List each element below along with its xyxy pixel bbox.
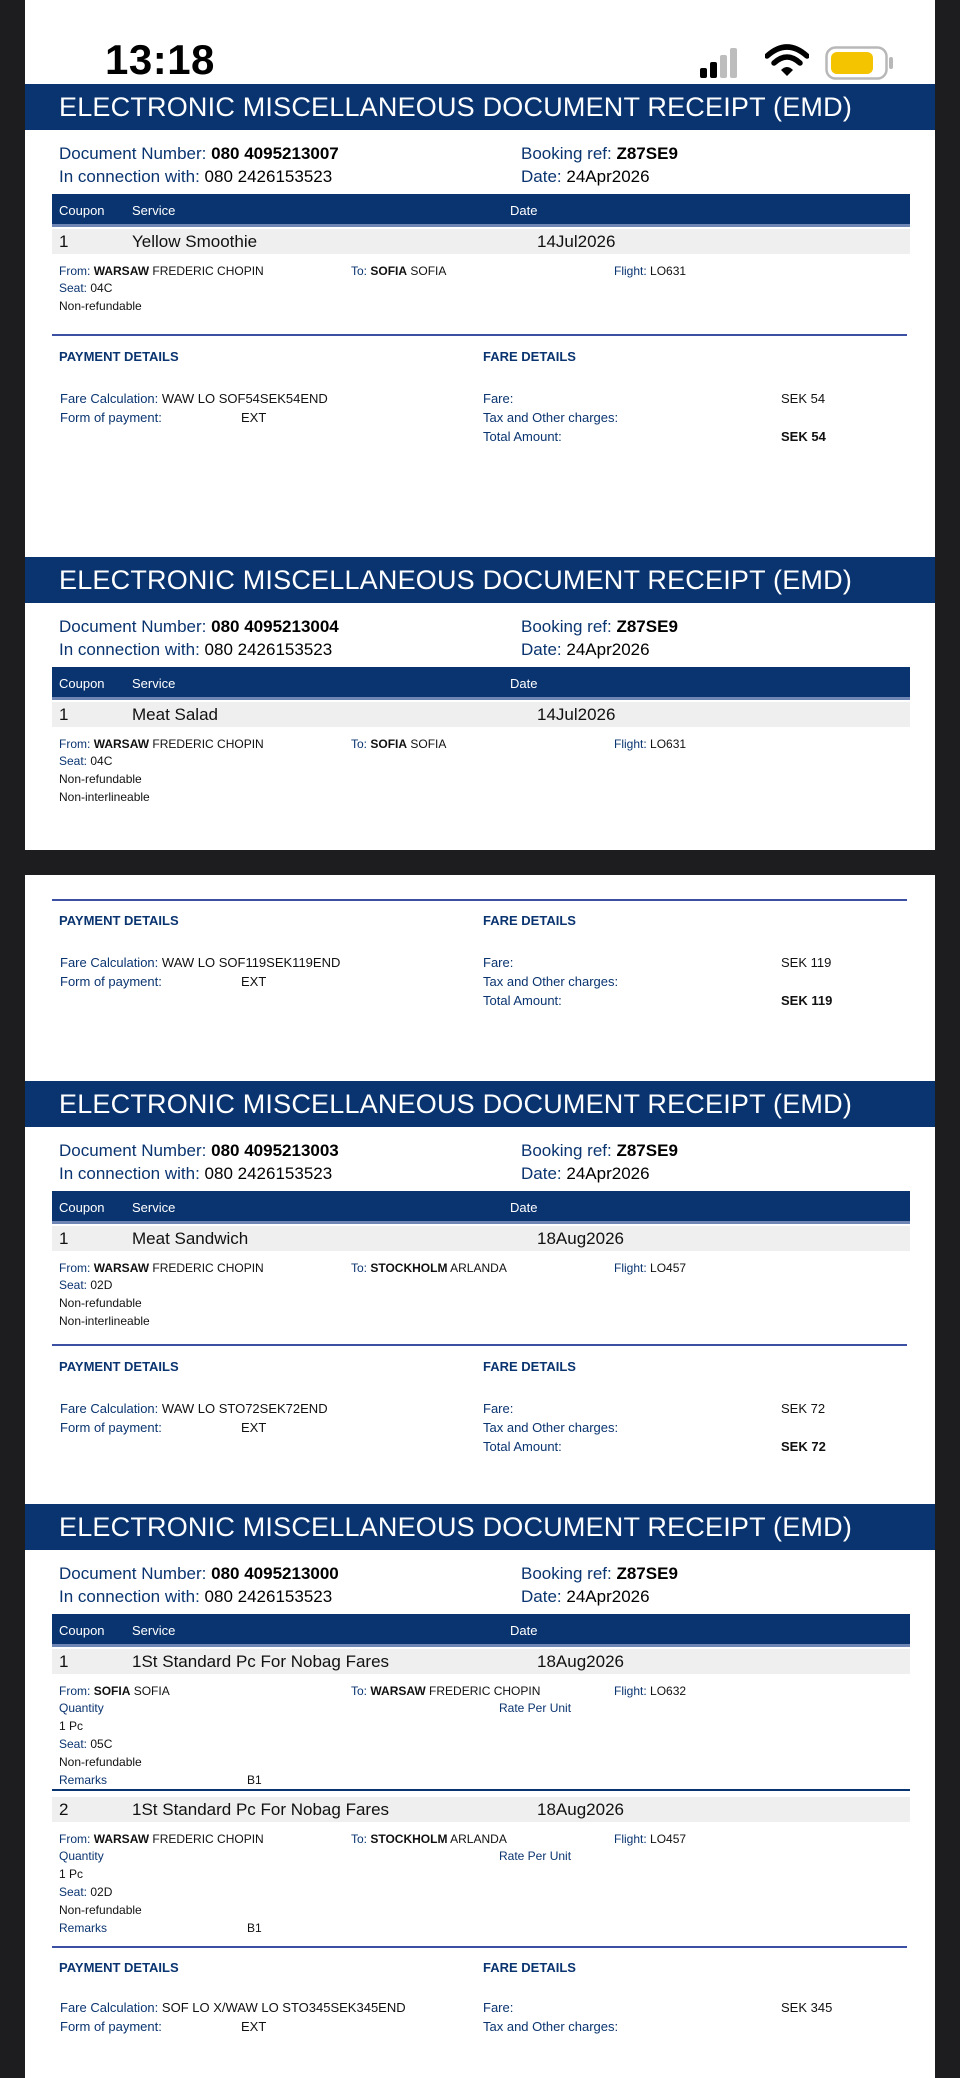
emd-header: ELECTRONIC MISCELLANEOUS DOCUMENT RECEIPT (EMD) (25, 1504, 935, 1550)
in-connection-value: 080 2426153523 (204, 1587, 333, 1606)
total-label: Total Amount: (483, 429, 562, 444)
seat: 04C (90, 754, 113, 768)
remarks-value: B1 (247, 1921, 262, 1935)
emd-header: ELECTRONIC MISCELLANEOUS DOCUMENT RECEIPT (EMD) (25, 557, 935, 603)
form-of-payment: EXT (241, 1420, 267, 1435)
quantity-value: 1 Pc (59, 1867, 84, 1881)
seat: 02D (90, 1885, 113, 1899)
payment-fare-details: PAYMENT DETAILS FARE DETAILS Fare Calculation: SOF LO X/WAW LO STO345SEK345END Form of payment: EXT Fare: SEK 345 Tax and Other charges: (25, 1942, 935, 2042)
issue-date: 24Apr2026 (566, 167, 650, 186)
emd-header: ELECTRONIC MISCELLANEOUS DOCUMENT RECEIPT (EMD) (25, 84, 935, 130)
fare-amount: SEK 119 (781, 955, 832, 970)
service-date: 14Jul2026 (537, 705, 616, 724)
fare-calculation: SOF LO X/WAW LO STO345SEK345END (161, 2000, 406, 2015)
document-number: 080 4095213007 (211, 144, 339, 163)
coupon-row (52, 702, 910, 727)
coupon-number: 1 (59, 1652, 69, 1671)
service-date: 18Aug2026 (537, 1229, 624, 1248)
fare-amount: SEK 72 (781, 1401, 826, 1416)
coupon-table-header (52, 194, 910, 227)
quantity-label: Quantity (59, 1701, 104, 1715)
rate-per-unit-label: Rate Per Unit (499, 1849, 572, 1863)
service-date: 18Aug2026 (537, 1652, 624, 1671)
coupon-details: From: WARSAW FREDERIC CHOPIN To: STOCKHOLM ARLANDA Flight: LO457 Seat: 02D Non-refundable Non-interlineable (25, 1251, 935, 1351)
fare-details-title: FARE DETAILS (483, 349, 576, 364)
document-info: Document Number: 080 4095213004 In connection with: 080 2426153523 Booking ref: Z87SE9 Date: 24Apr2026 (59, 617, 678, 659)
service-date: 14Jul2026 (537, 232, 616, 251)
seat: 02D (90, 1278, 113, 1292)
coupon-table-header: Coupon Service Date (52, 1191, 910, 1224)
total-amount: SEK 72 (781, 1439, 826, 1454)
coupon-row (52, 229, 910, 254)
total-amount: SEK 119 (781, 993, 833, 1008)
coupon-table-header: Coupon Service Date (52, 1614, 910, 1647)
section-divider (52, 1344, 907, 1346)
coupon-row (52, 1797, 910, 1822)
to-name: SOFIA (410, 264, 447, 278)
service-name: Yellow Smoothie (132, 232, 258, 251)
booking-ref: Z87SE9 (616, 144, 678, 163)
coupon-divider (52, 1789, 910, 1791)
flight-number: LO632 (650, 1684, 687, 1698)
receipt-page-2 (25, 875, 935, 2078)
fare-amount: SEK 54 (781, 391, 826, 406)
service-name: 1St Standard Pc For Nobag Fares (132, 1800, 390, 1819)
coupon-details: From: WARSAW FREDERIC CHOPIN To: SOFIA SOFIA Flight: LO631 Seat: 04C Non-refundable (25, 254, 935, 410)
service-name: Meat Salad (132, 705, 218, 724)
emd-header: ELECTRONIC MISCELLANEOUS DOCUMENT RECEIPT (EMD) (25, 1081, 935, 1127)
date-column-header: Date (510, 203, 538, 218)
service-column-header: Service (132, 203, 176, 218)
issue-date: 24Apr2026 (566, 1164, 650, 1183)
section-divider (52, 1946, 907, 1948)
coupon-number: 1 (59, 232, 69, 251)
coupon-table-header: Coupon Service Date (52, 667, 910, 700)
wifi-icon (765, 44, 809, 78)
flight-number: LO631 (650, 264, 687, 278)
seat: 05C (90, 1737, 113, 1751)
fare-calculation: WAW LO SOF119SEK119END (161, 955, 341, 970)
payment-fare-details: PAYMENT DETAILS FARE DETAILS Fare Calculation: WAW LO SOF119SEK119END Form of payment: EXT Fare: SEK 119 Tax and Other charges: Total Amount: SEK 119 (25, 875, 935, 1081)
coupon-details: From: WARSAW FREDERIC CHOPIN To: SOFIA SOFIA Flight: LO631 Seat: 04C Non-refundable Non-interlineable (59, 737, 687, 804)
section-divider (52, 899, 907, 901)
quantity-value: 1 Pc (59, 1719, 84, 1733)
from-code: WARSAW (93, 264, 150, 278)
in-connection-value: 080 2426153523 (204, 640, 333, 659)
fare-calculation: WAW LO STO72SEK72END (161, 1401, 328, 1416)
form-of-payment: EXT (241, 974, 267, 989)
document-number: 080 4095213000 (211, 1564, 339, 1583)
rate-per-unit-label: Rate Per Unit (499, 1701, 572, 1715)
booking-ref: Z87SE9 (616, 617, 678, 636)
fare-note: Non-refundable (59, 1296, 142, 1310)
tax-label: Tax and Other charges: (483, 410, 619, 425)
fare-label: Fare: (483, 391, 514, 406)
payment-details-title: PAYMENT DETAILS (59, 349, 179, 364)
from-name: FREDERIC CHOPIN (152, 264, 264, 278)
fare-amount: SEK 345 (781, 2000, 833, 2015)
issue-date: 24Apr2026 (566, 1587, 650, 1606)
status-time: 13:18 (105, 36, 215, 83)
document-info: Document Number: 080 4095213003 In connection with: 080 2426153523 Booking ref: Z87SE9 Date: 24Apr2026 (59, 1141, 678, 1183)
fare-note: Non-refundable (59, 299, 142, 313)
flight-number: LO631 (650, 737, 687, 751)
section-divider (52, 334, 907, 336)
document-info: Document Number: 080 4095213000 In connection with: 080 2426153523 Booking ref: Z87SE9 Date: 24Apr2026 (59, 1564, 678, 1606)
booking-ref: Z87SE9 (616, 1141, 678, 1160)
document-info (25, 130, 935, 194)
in-connection-label: In connection with: (59, 167, 200, 186)
fare-note: Non-interlineable (59, 790, 150, 804)
form-of-payment: EXT (241, 410, 267, 425)
form-of-payment: EXT (241, 2019, 267, 2034)
fare-note: Non-refundable (59, 1903, 142, 1917)
payment-fare-details: PAYMENT DETAILS FARE DETAILS Fare Calculation: WAW LO STO72SEK72END Form of payment: EXT Fare: SEK 72 Tax and Other charges: Total Amount: SEK 72 (59, 1359, 826, 1454)
booking-ref: Z87SE9 (616, 1564, 678, 1583)
seat: 04C (90, 281, 113, 295)
to-code: SOFIA (370, 264, 408, 278)
document-number-label: Document Number: (59, 144, 207, 163)
remarks-label: Remarks (59, 1773, 108, 1787)
document-number: 080 4095213003 (211, 1141, 339, 1160)
cellular-signal-icon (700, 48, 740, 78)
booking-ref-label: Booking ref: (521, 144, 612, 163)
battery-icon (825, 46, 895, 80)
coupon-details: From: SOFIA SOFIA To: WARSAW FREDERIC CHOPIN Flight: LO632 Quantity Rate Per Unit 1 Pc Seat: 05C Non-refundable Remarks B1 (25, 1674, 935, 1795)
coupon-number: 2 (59, 1800, 69, 1819)
service-date: 18Aug2026 (537, 1800, 624, 1819)
coupon-row (52, 1649, 910, 1674)
payment-fare-details: PAYMENT DETAILS FARE DETAILS Fare Calculation: WAW LO SOF54SEK54END Form of payment: EXT Fare: SEK 54 Tax and Other charges: Total Amount: SEK 54 (59, 349, 826, 444)
receipt-page-1 (25, 0, 935, 850)
coupon-number: 1 (59, 705, 69, 724)
remarks-label: Remarks (59, 1921, 108, 1935)
quantity-label: Quantity (59, 1849, 104, 1863)
document-number: 080 4095213004 (211, 617, 339, 636)
coupon-column-header: Coupon (59, 203, 105, 218)
issue-date: 24Apr2026 (566, 640, 650, 659)
flight-number: LO457 (650, 1832, 687, 1846)
in-connection-value: 080 2426153523 (204, 167, 333, 186)
status-bar (25, 0, 935, 84)
service-name: 1St Standard Pc For Nobag Fares (132, 1652, 390, 1671)
service-name: Meat Sandwich (132, 1229, 249, 1248)
total-amount: SEK 54 (781, 429, 826, 444)
fare-calculation: WAW LO SOF54SEK54END (161, 391, 328, 406)
fare-note: Non-interlineable (59, 1314, 150, 1328)
in-connection-value: 080 2426153523 (204, 1164, 333, 1183)
remarks-value: B1 (247, 1773, 262, 1787)
fare-note: Non-refundable (59, 772, 142, 786)
coupon-number: 1 (59, 1229, 69, 1248)
flight-number: LO457 (650, 1261, 687, 1275)
coupon-row (52, 1226, 910, 1251)
date-label: Date: (521, 167, 562, 186)
coupon-details: From: WARSAW FREDERIC CHOPIN To: STOCKHOLM ARLANDA Flight: LO457 Quantity Rate Per Unit 1 Pc Seat: 02D Non-refundable Remarks B1 (59, 1832, 687, 1935)
fare-note: Non-refundable (59, 1755, 142, 1769)
